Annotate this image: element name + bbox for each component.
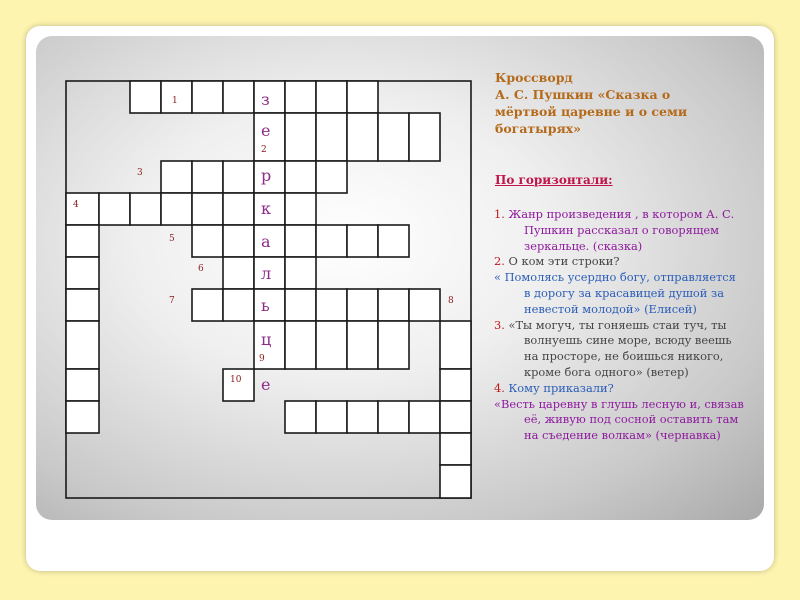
crossword-cell bbox=[223, 289, 254, 321]
crossword-cell bbox=[347, 401, 378, 433]
clue-text: Кому приказали? bbox=[504, 380, 614, 395]
crossword-cell bbox=[440, 465, 471, 498]
crossword-cell bbox=[316, 321, 347, 369]
letter-5: а bbox=[261, 232, 271, 251]
crossword-cell bbox=[285, 289, 316, 321]
clue-4 bbox=[494, 381, 744, 397]
crossword-cell bbox=[409, 401, 440, 433]
clue-number-2: 2 bbox=[261, 145, 267, 155]
clue-text: «Ты могуч, ты гоняешь стаи туч, ты волнуешь сине море, всюду веешь на просторе, не боишься никого, кроме бога одного» (ветер) bbox=[504, 317, 732, 379]
crossword-cell bbox=[223, 193, 254, 225]
crossword-cell bbox=[285, 401, 316, 433]
clue-3 bbox=[494, 318, 744, 381]
clue-text: Жанр произведения , в котором А. С. Пушкин рассказал о говорящем зеркальце. (сказка) bbox=[504, 207, 735, 253]
crossword-cell bbox=[316, 401, 347, 433]
clue-number-8: 8 bbox=[448, 296, 454, 306]
clue-number-3: 3 bbox=[137, 168, 143, 178]
crossword-cell bbox=[316, 81, 347, 113]
clue-list bbox=[494, 207, 744, 444]
crossword-cell bbox=[192, 81, 223, 113]
crossword-cell bbox=[347, 81, 378, 113]
crossword-cell bbox=[316, 225, 347, 257]
clue-number-9: 9 bbox=[259, 354, 265, 364]
crossword-cells bbox=[66, 81, 471, 498]
crossword-cell bbox=[347, 289, 378, 321]
crossword-cell bbox=[192, 161, 223, 193]
crossword-cell bbox=[66, 289, 99, 321]
crossword-cell bbox=[192, 193, 223, 225]
crossword-cell bbox=[316, 289, 347, 321]
clue-number-10: 10 bbox=[230, 375, 242, 385]
letter-8: ц bbox=[261, 330, 272, 349]
crossword-cell bbox=[285, 321, 316, 369]
crossword-cell bbox=[316, 113, 347, 161]
crossword-cell bbox=[66, 369, 99, 401]
clue-text: « Помолясь усердно богу, отправляется в дорогу за красавицей душой за невестой молодой» (Елисей) bbox=[494, 270, 736, 316]
clue-number: 4. bbox=[494, 380, 505, 395]
crossword-cell bbox=[378, 401, 409, 433]
clue-number-1: 1 bbox=[172, 96, 178, 106]
crossword-cell bbox=[285, 81, 316, 113]
crossword-cell bbox=[440, 433, 471, 465]
crossword-cell bbox=[66, 193, 99, 225]
clue-text: «Весть царевну в глушь лесную и, связав её, живую под сосной оставить там на съедение волкам» (чернавка) bbox=[494, 396, 744, 443]
crossword-cell bbox=[192, 289, 223, 321]
crossword-title: Кроссворд А. С. Пушкин «Сказка о мёртвой царевне и о семи богатырях» bbox=[495, 70, 688, 136]
crossword-cell bbox=[223, 225, 254, 257]
letter-1: з bbox=[261, 90, 270, 109]
across-heading: По горизонтали: bbox=[495, 173, 613, 187]
crossword-cell bbox=[409, 113, 440, 161]
crossword-cell bbox=[378, 225, 409, 257]
crossword-cell bbox=[285, 161, 316, 193]
clue-1 bbox=[494, 207, 744, 254]
crossword-cell bbox=[285, 225, 316, 257]
crossword-cell bbox=[347, 113, 378, 161]
crossword-cell bbox=[161, 193, 192, 225]
crossword-cell bbox=[66, 321, 99, 369]
crossword-cell bbox=[66, 257, 99, 289]
crossword-cell bbox=[378, 113, 409, 161]
crossword-cell bbox=[285, 113, 316, 161]
crossword-cell bbox=[347, 225, 378, 257]
crossword-letters bbox=[261, 90, 271, 394]
clue-number-7: 7 bbox=[169, 296, 175, 306]
clue-number-5: 5 bbox=[169, 234, 175, 244]
crossword-cell bbox=[285, 193, 316, 225]
crossword-cell bbox=[66, 401, 99, 433]
crossword-cell bbox=[316, 161, 347, 193]
crossword-cell bbox=[66, 225, 99, 257]
crossword-cell bbox=[99, 193, 130, 225]
clue-4-quote bbox=[494, 397, 744, 444]
clue-number: 2. bbox=[494, 254, 505, 269]
crossword-cell bbox=[409, 289, 440, 321]
clue-text: О ком эти строки? bbox=[504, 254, 620, 269]
crossword-cell bbox=[440, 321, 471, 369]
letter-4: к bbox=[261, 199, 271, 218]
crossword-cell bbox=[285, 257, 316, 289]
crossword-cell bbox=[223, 257, 254, 289]
crossword-cell bbox=[440, 401, 471, 433]
crossword-cell bbox=[378, 289, 409, 321]
crossword-cell bbox=[440, 369, 471, 401]
crossword-cell bbox=[223, 161, 254, 193]
crossword-cell bbox=[130, 193, 161, 225]
letter-7: ь bbox=[261, 296, 270, 315]
letter-3: р bbox=[261, 166, 272, 185]
crossword-cell bbox=[130, 81, 161, 113]
clue-2 bbox=[494, 254, 744, 270]
letter-6: л bbox=[261, 264, 272, 283]
crossword-cell bbox=[192, 225, 223, 257]
clue-number-6: 6 bbox=[198, 264, 204, 274]
clue-2-quote bbox=[494, 270, 744, 317]
crossword-cell bbox=[223, 81, 254, 113]
letter-2: е bbox=[261, 121, 271, 140]
clue-number: 1. bbox=[494, 207, 505, 221]
letter-9: е bbox=[261, 375, 271, 394]
clue-number-4: 4 bbox=[73, 200, 79, 210]
crossword-cell bbox=[223, 369, 254, 401]
crossword-cell bbox=[378, 321, 409, 369]
clue-number: 3. bbox=[494, 317, 505, 332]
crossword-cell bbox=[161, 161, 192, 193]
crossword-cell bbox=[347, 321, 378, 369]
